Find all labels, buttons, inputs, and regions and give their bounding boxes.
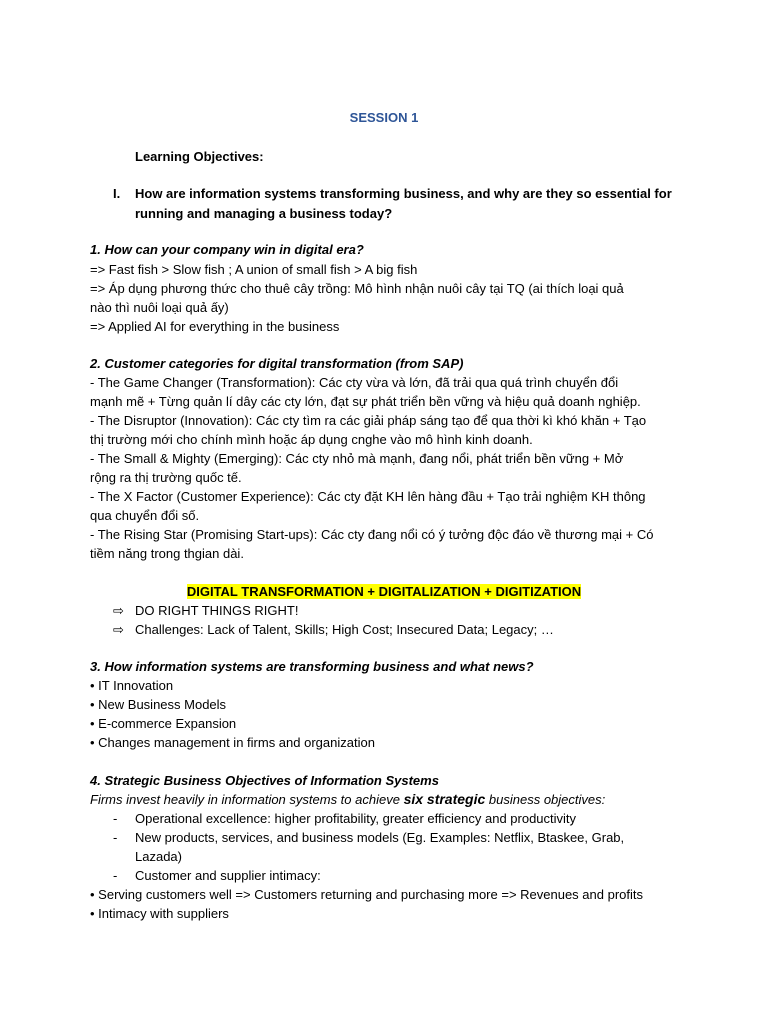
section-2-line: - The Game Changer (Transformation): Các cty vừa và lớn, đã trải qua quá trình chuyển đổi: [90, 375, 619, 390]
dash-bullet: -: [113, 830, 118, 845]
section-4-intro: [90, 790, 605, 809]
section-1-line: => Áp dụng phương thức cho thuê cây trồng: Mô hình nhận nuôi cây tại TQ (ai thích loại quả: [90, 281, 624, 296]
dash-item: New products, services, and business models (Eg. Examples: Netflix, Btaskee, Grab,: [135, 830, 625, 845]
digital-transformation-heading: [0, 582, 768, 601]
section-3-bullet: • IT Innovation: [90, 678, 174, 693]
section-3-bullet: • New Business Models: [90, 697, 227, 712]
arrow-bullet-icon: ⇨: [113, 603, 124, 618]
section-2-line: rộng ra thị trường quốc tế.: [90, 470, 242, 485]
section-4-bullet: • Intimacy with suppliers: [90, 906, 229, 921]
intro-emphasis: six strategic: [403, 791, 486, 807]
intro-text: business objectives:: [485, 792, 606, 807]
section-2-line: thị trường mới cho chính mình hoặc áp dụng cnghe vào mô hình kinh doanh.: [90, 432, 533, 447]
question-line-1: How are information systems transforming business, and why are they so essential for: [135, 186, 672, 201]
section-3-bullet: • Changes management in firms and organization: [90, 735, 375, 750]
highlighted-text: DIGITAL TRANSFORMATION + DIGITALIZATION + DIGITIZATION: [186, 584, 582, 599]
section-2-line: qua chuyển đổi số.: [90, 508, 200, 523]
section-2-line: - The Rising Star (Promising Start-ups): Các cty đang nổi có ý tưởng độc đáo về thương mại + Có: [90, 527, 654, 542]
section-2-line: tiềm năng trong thgian dài.: [90, 546, 244, 561]
section-4-heading: 4. Strategic Business Objectives of Information Systems: [90, 773, 439, 788]
session-title: SESSION 1: [349, 110, 419, 125]
intro-text: Firms invest heavily in information systems to achieve: [90, 792, 404, 807]
roman-numeral-marker: I.: [113, 186, 121, 201]
section-2-line: - The Small & Mighty (Emerging): Các cty nhỏ mà mạnh, đang nổi, phát triển bền vững + Mở: [90, 451, 624, 466]
section-2-line: - The Disruptor (Innovation): Các cty tìm ra các giải pháp sáng tạo để qua thời kì khó khăn + Tạo: [90, 413, 647, 428]
arrow-bullet-icon: ⇨: [113, 622, 124, 637]
section-4-bullet: • Serving customers well => Customers returning and purchasing more => Revenues and profits: [90, 887, 643, 902]
dash-item: Customer and supplier intimacy:: [135, 868, 321, 883]
section-1-line: nào thì nuôi loại quả ấy): [90, 300, 229, 315]
section-2-line: mạnh mẽ + Từng quản lí dây các cty lớn, đạt sự phát triển bền vững và hiệu quả doanh nghiệp.: [90, 394, 641, 409]
section-3-bullet: • E-commerce Expansion: [90, 716, 237, 731]
section-1-line: => Fast fish > Slow fish ; A union of small fish > A big fish: [90, 262, 418, 277]
dash-bullet: -: [113, 868, 118, 883]
section-3-heading: 3. How information systems are transforming business and what news?: [90, 659, 534, 674]
section-2-line: - The X Factor (Customer Experience): Các cty đặt KH lên hàng đầu + Tạo trải nghiệm KH thông: [90, 489, 646, 504]
section-1-heading: 1. How can your company win in digital era?: [90, 242, 364, 257]
section-2-heading: 2. Customer categories for digital transformation (from SAP): [90, 356, 464, 371]
arrow-item: DO RIGHT THINGS RIGHT!: [135, 603, 299, 618]
arrow-item: Challenges: Lack of Talent, Skills; High Cost; Insecured Data; Legacy; …: [135, 622, 554, 637]
learning-objectives-label: Learning Objectives:: [135, 149, 264, 164]
dash-item-continuation: Lazada): [135, 849, 182, 864]
dash-item: Operational excellence: higher profitability, greater efficiency and productivity: [135, 811, 577, 826]
section-1-line: => Applied AI for everything in the business: [90, 319, 340, 334]
question-line-2: running and managing a business today?: [135, 206, 393, 221]
dash-bullet: -: [113, 811, 118, 826]
